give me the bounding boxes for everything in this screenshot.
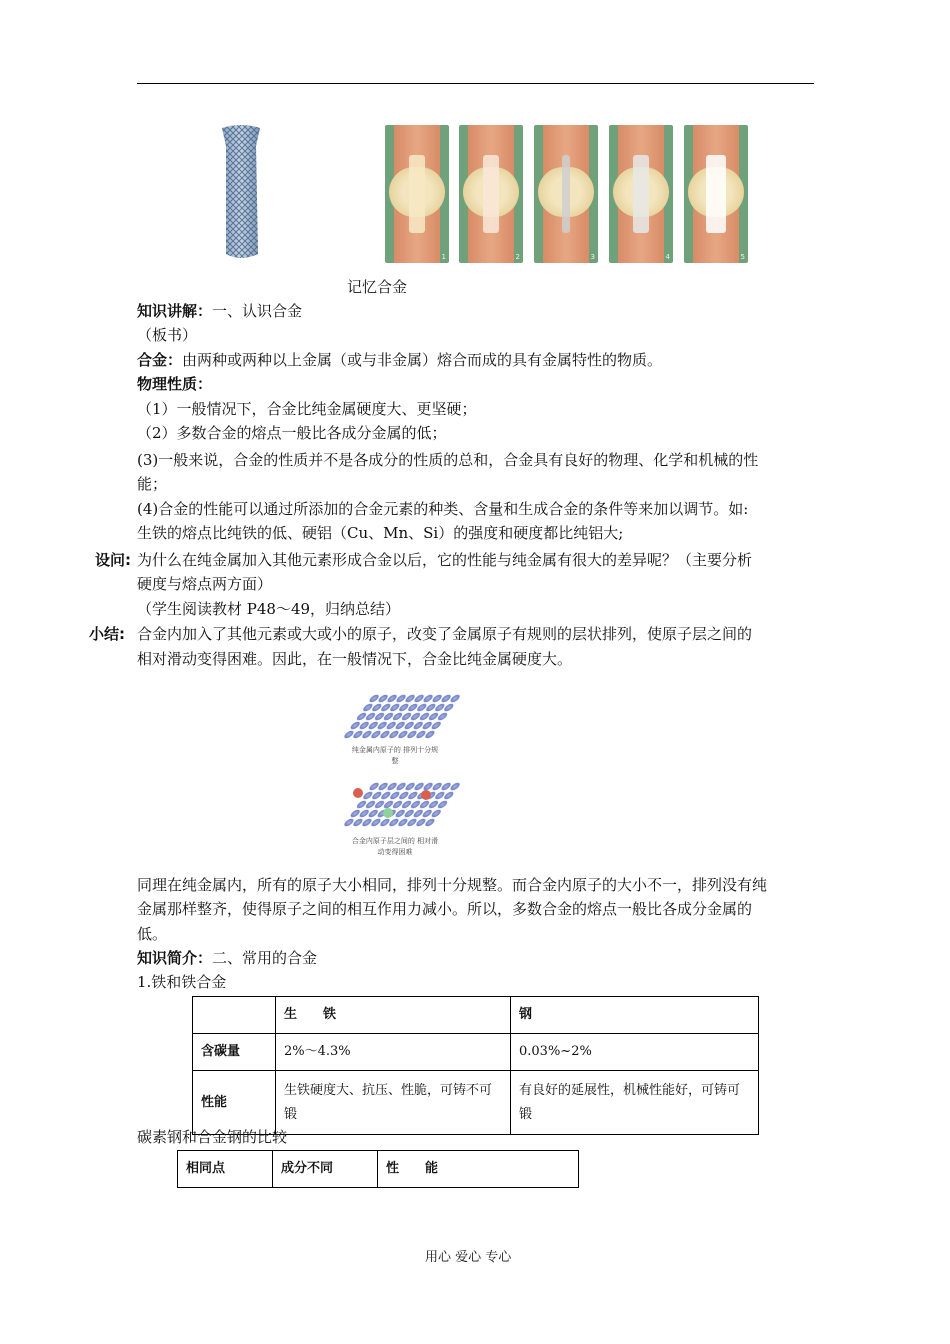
table-row: 性能 生铁硬度大、抗压、性脆，可铸不可锻 有良好的延展性，机械性能好，可铸可锻 <box>193 1071 759 1135</box>
alloy-atom-green <box>383 808 393 818</box>
summary-text: 合金内加入了其他元素或大或小的原子，改变了金属原子有规则的层状排列，使原子层之间的 <box>137 625 753 643</box>
reading-note: （学生阅读教材 P48～49，归纳总结） <box>137 600 401 618</box>
table-row: 相同点 成分不同 性 能 <box>178 1151 579 1188</box>
physical-properties-heading: 物理性质： <box>137 375 213 393</box>
melting-paragraph-cont: 金属那样整齐，使得原子之间的相互作用力减小。所以，多数合金的熔点一般比各成分金属的 <box>137 900 753 918</box>
table-row: 生 铁 钢 <box>193 997 759 1034</box>
panel-number: 2 <box>515 253 520 261</box>
procedure-panel <box>684 125 748 263</box>
stent-image <box>218 124 264 262</box>
table-row: 含碳量 2%～4.3% 0.03%~2% <box>193 1034 759 1071</box>
property-2: （2）多数合金的熔点一般比各成分金属的低； <box>137 424 447 442</box>
question-text-cont: 硬度与熔点两方面） <box>137 575 273 593</box>
table2-caption: 碳素钢和合金钢的比较 <box>137 1128 288 1146</box>
property-3: (3)一般来说，合金的性质并不是各成分的性质的总和，合金具有良好的物理、化学和机械的性 <box>137 451 759 469</box>
board-note: （板书） <box>137 326 198 344</box>
iron-steel-table <box>192 996 759 1135</box>
property-3-cont: 能； <box>137 475 168 493</box>
melting-paragraph: 同理在纯金属内，所有的原子大小相同，排列十分规整。而合金内原子的大小不一，排列没有纯 <box>137 876 768 894</box>
section1-heading: 知识讲解：一、认识合金 <box>137 302 303 320</box>
header-rule <box>137 83 814 84</box>
alloy-caption: 合金内原子层之间的 相对滑动变得困难 <box>351 837 439 856</box>
alloy-definition: 合金：由两种或两种以上金属（或与非金属）熔合而成的具有金属特性的物质。 <box>137 351 663 369</box>
procedure-panel <box>459 125 523 263</box>
procedure-panel <box>385 125 449 263</box>
panel-number: 5 <box>740 253 745 261</box>
melting-paragraph-end: 低。 <box>137 925 168 943</box>
pure-metal-lattice <box>341 694 463 739</box>
figure-caption: 记忆合金 <box>347 278 408 296</box>
steel-comparison-table <box>177 1150 579 1188</box>
summary-text-cont: 相对滑动变得困难。因此，在一般情况下，合金比纯金属硬度大。 <box>137 650 573 668</box>
procedure-panel <box>609 125 673 263</box>
panel-number: 4 <box>665 253 670 261</box>
pure-metal-caption: 纯金属内原子的 排列十分规整 <box>351 746 439 765</box>
property-4-cont: 生铁的熔点比纯铁的低、硬铝（Cu、Mn、Si）的强度和硬度都比纯铝大; <box>137 524 624 542</box>
panel-number: 3 <box>590 253 595 261</box>
alloy-atom-red <box>353 788 363 798</box>
panel-number: 1 <box>441 253 446 261</box>
question-label: 设问: <box>95 551 131 569</box>
page-footer: 用心 爱心 专心 <box>425 1250 512 1265</box>
property-4: (4)合金的性能可以通过所添加的合金元素的种类、含量和生成合金的条件等来加以调节。如: <box>137 500 749 518</box>
section2-heading: 知识简介：二、常用的合金 <box>137 949 318 967</box>
summary-label: 小结: <box>89 625 125 643</box>
iron-heading: 1.铁和铁合金 <box>137 973 227 991</box>
property-1: （1）一般情况下，合金比纯金属硬度大、更坚硬； <box>137 400 477 418</box>
procedure-panel <box>534 125 598 263</box>
question-text: 为什么在纯金属加入其他元素形成合金以后，它的性能与纯金属有很大的差异呢？（主要分析 <box>137 551 753 569</box>
alloy-atom-red <box>421 790 431 800</box>
